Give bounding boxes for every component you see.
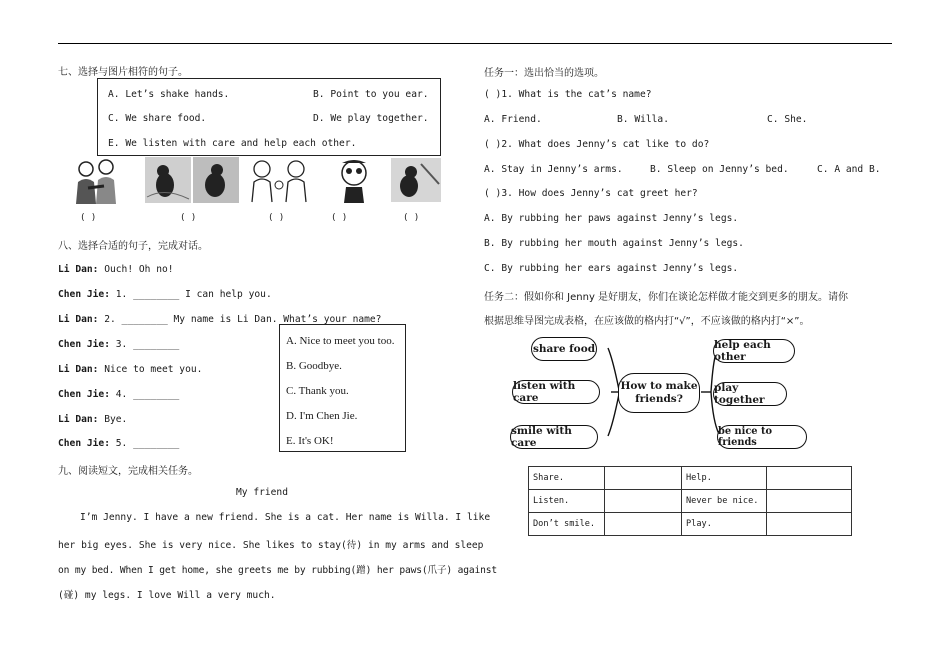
task-2-line-1: 任务二：假如你和 Jenny 是好朋友，你们在谈论怎样做才能交到更多的朋友。请你 bbox=[484, 292, 849, 303]
top-rule bbox=[58, 43, 892, 44]
mindmap-node-help-each-other: help each other bbox=[713, 339, 795, 363]
dialogue-line-7 bbox=[58, 414, 127, 425]
sec7-bracket-1[interactable]: ( ) bbox=[80, 213, 97, 223]
dialogue-text: 3. ________ bbox=[115, 339, 180, 350]
dialogue-line-8 bbox=[58, 438, 179, 449]
section-7-title: 七、选择与图片相符的句子。 bbox=[58, 67, 188, 78]
table-cell: Share. bbox=[529, 467, 605, 490]
answer-cell[interactable] bbox=[767, 467, 852, 490]
mindmap-center-node: How to make friends? bbox=[618, 373, 700, 413]
passage-line-1: I’m Jenny. I have a new friend. She is a cat. Her name is Willa. I like bbox=[80, 512, 491, 523]
choice-c: C. Thank you. bbox=[286, 385, 349, 397]
sec7-bracket-5[interactable]: ( ) bbox=[403, 213, 420, 223]
sec7-option-d: D. We play together. bbox=[313, 113, 429, 124]
dialogue-text: 1. ________ I can help you. bbox=[115, 289, 272, 300]
table-cell: Don’t smile. bbox=[529, 513, 605, 536]
speaker: Li Dan: bbox=[58, 264, 99, 275]
sec7-bracket-2[interactable]: ( ) bbox=[180, 213, 197, 223]
answer-cell[interactable] bbox=[767, 513, 852, 536]
task-1-title: 任务一：选出恰当的选项。 bbox=[484, 68, 604, 79]
dialogue-line-2 bbox=[58, 289, 272, 300]
mindmap-node-be-nice-to-friends: be nice to friends bbox=[717, 425, 807, 449]
sec7-option-b: B. Point to you ear. bbox=[313, 89, 429, 100]
mindmap-node-play-together: play together bbox=[713, 382, 787, 406]
task1-q1-option-c: C. She. bbox=[767, 114, 808, 125]
table-row bbox=[529, 467, 852, 490]
table-row bbox=[529, 513, 852, 536]
picture-cat-play bbox=[391, 158, 441, 202]
task1-q3-option-b: B. By rubbing her mouth against Jenny’s legs. bbox=[484, 238, 744, 249]
sec8-choices-box bbox=[279, 324, 406, 452]
passage-line-2: her big eyes. She is very nice. She likes to stay(待) in my arms and sleep bbox=[58, 540, 484, 551]
table-cell: Never be nice. bbox=[682, 490, 767, 513]
task1-q3-option-c: C. By rubbing her ears against Jenny’s legs. bbox=[484, 263, 739, 274]
task1-q1-option-a: A. Friend. bbox=[484, 114, 542, 125]
mindmap-node-smile-with-care: smile with care bbox=[510, 425, 598, 449]
table-cell: Play. bbox=[682, 513, 767, 536]
mindmap-node-share-food: share food bbox=[531, 337, 597, 361]
passage-line-4: (碰) my legs. I love Will a very much. bbox=[58, 590, 276, 601]
dialogue-text: 5. ________ bbox=[115, 438, 180, 449]
sec7-options-box bbox=[97, 78, 441, 156]
speaker: Li Dan: bbox=[58, 414, 99, 425]
task1-q3-option-a: A. By rubbing her paws against Jenny’s legs. bbox=[484, 213, 739, 224]
answer-cell[interactable] bbox=[605, 467, 682, 490]
task-2-line-2: 根据思维导图完成表格，在应该做的格内打“√”，不应该做的格内打“×”。 bbox=[484, 316, 810, 327]
answer-cell[interactable] bbox=[767, 490, 852, 513]
table-cell: Listen. bbox=[529, 490, 605, 513]
task1-q2-option-c: C. A and B. bbox=[817, 164, 881, 175]
task1-question-2: ( )2. What does Jenny’s cat like to do? bbox=[484, 139, 710, 150]
choice-e: E. It's OK! bbox=[286, 435, 334, 447]
speaker: Li Dan: bbox=[58, 364, 99, 375]
dialogue-text: Nice to meet you. bbox=[104, 364, 203, 375]
picture-cats bbox=[145, 157, 239, 203]
answer-cell[interactable] bbox=[605, 513, 682, 536]
sec7-bracket-3[interactable]: ( ) bbox=[268, 213, 285, 223]
dialogue-text: 2. ________ My name is Li Dan. What’s your name? bbox=[104, 314, 382, 325]
speaker: Chen Jie: bbox=[58, 438, 110, 449]
section-8-title: 八、选择合适的句子，完成对话。 bbox=[58, 241, 208, 252]
choice-a: A. Nice to meet you too. bbox=[286, 335, 395, 347]
table-row bbox=[529, 490, 852, 513]
mindmap-node-listen-with-care: listen with care bbox=[512, 380, 600, 404]
dialogue-line-1 bbox=[58, 264, 174, 275]
choice-b: B. Goodbye. bbox=[286, 360, 342, 372]
speaker: Chen Jie: bbox=[58, 389, 110, 400]
passage-title: My friend bbox=[236, 487, 288, 498]
dialogue-line-4 bbox=[58, 339, 179, 350]
answer-table bbox=[528, 466, 852, 536]
picture-point-ear bbox=[336, 157, 372, 205]
task1-question-3: ( )3. How does Jenny’s cat greet her? bbox=[484, 188, 698, 199]
sec7-option-e: E. We listen with care and help each other. bbox=[108, 138, 357, 149]
sec7-bracket-4[interactable]: ( ) bbox=[331, 213, 348, 223]
picture-shake-hands bbox=[68, 156, 120, 206]
sec7-option-a: A. Let’s shake hands. bbox=[108, 89, 230, 100]
speaker: Li Dan: bbox=[58, 314, 99, 325]
task1-q1-option-b: B. Willa. bbox=[617, 114, 669, 125]
dialogue-text: Bye. bbox=[104, 414, 128, 425]
dialogue-text: Ouch! Oh no! bbox=[104, 264, 174, 275]
dialogue-text: 4. ________ bbox=[115, 389, 180, 400]
answer-cell[interactable] bbox=[605, 490, 682, 513]
dialogue-line-6 bbox=[58, 389, 179, 400]
task1-question-1: ( )1. What is the cat’s name? bbox=[484, 89, 652, 100]
section-9-title: 九、阅读短文，完成相关任务。 bbox=[58, 466, 198, 477]
dialogue-line-5 bbox=[58, 364, 202, 375]
sec7-option-c: C. We share food. bbox=[108, 113, 207, 124]
choice-d: D. I'm Chen Jie. bbox=[286, 410, 358, 422]
speaker: Chen Jie: bbox=[58, 289, 110, 300]
speaker: Chen Jie: bbox=[58, 339, 110, 350]
table-cell: Help. bbox=[682, 467, 767, 490]
task1-q2-option-a: A. Stay in Jenny’s arms. bbox=[484, 164, 623, 175]
task1-q2-option-b: B. Sleep on Jenny’s bed. bbox=[650, 164, 789, 175]
picture-share-food bbox=[248, 158, 312, 204]
passage-line-3: on my bed. When I get home, she greets me by rubbing(蹭) her paws(爪子) against bbox=[58, 565, 498, 576]
